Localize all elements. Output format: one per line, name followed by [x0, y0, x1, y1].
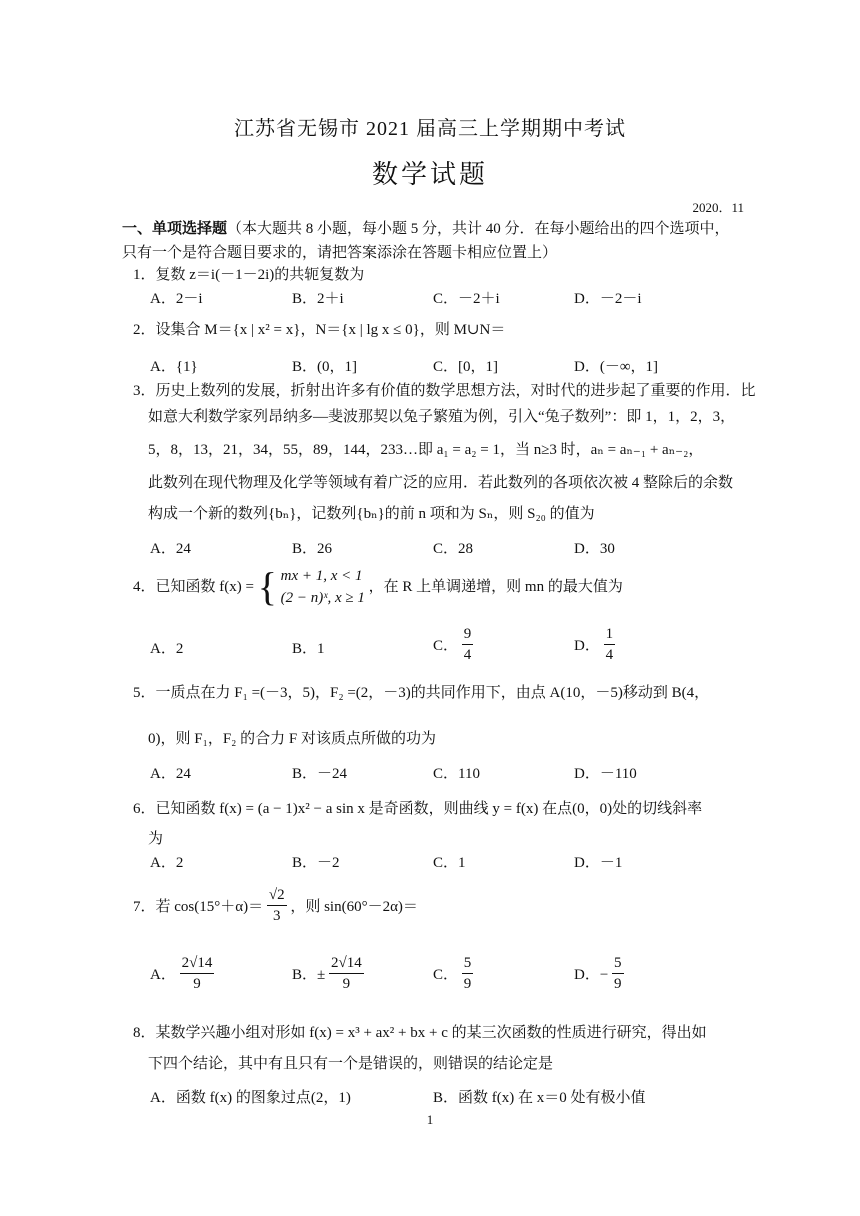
question-4-option-d-label: D． — [574, 638, 600, 654]
question-4-option-d-fraction — [604, 624, 616, 665]
question-5-line-1: 5．一质点在力 F₁ =(－3，5)，F₂ =(2，－3)的共同作用下，由点 A(10，－5)移动到 B(4， — [133, 685, 710, 701]
section-title: 一、单项选择题 — [122, 221, 228, 237]
question-7-stem-post: ，则 sin(60°－2α)＝ — [290, 899, 418, 915]
question-3-option-a: A．24 — [150, 541, 191, 557]
question-1-stem: 1．复数 z＝i(－1－2i)的共轭复数为 — [133, 267, 365, 283]
question-2-option-c: C．[0，1] — [433, 359, 498, 375]
fraction-numerator: 2√14 — [329, 953, 364, 974]
exam-subtitle: 数学试题 — [371, 160, 488, 189]
question-6-option-a: A．2 — [150, 855, 184, 871]
question-8-line-1: 8．某数学兴趣小组对形如 f(x) = x³ + ax² + bx + c 的某三次函数的性质进行研究，得出如 — [133, 1025, 707, 1041]
question-7-fraction — [267, 885, 287, 926]
fraction-numerator: 2√14 — [180, 953, 215, 974]
option-fraction — [329, 953, 364, 994]
fraction-numerator: 9 — [462, 624, 474, 645]
fraction-numerator: 5 — [462, 953, 474, 974]
exam-date: 2020．11 — [692, 200, 744, 215]
question-7-option-a — [150, 953, 214, 994]
question-4-option-d — [574, 624, 615, 665]
question-5-option-b: B．－24 — [292, 766, 348, 782]
question-6-line-2: 为 — [148, 831, 164, 847]
question-4-option-b: B．1 — [292, 641, 325, 657]
question-4-stem-post: ，在 R 上单调递增，则 mn 的最大值为 — [368, 579, 623, 595]
question-8-option-a: A．函数 f(x) 的图象过点(2，1) — [150, 1090, 351, 1106]
question-1-option-c: C．－2＋i — [433, 291, 500, 307]
question-3-line-1: 3．历史上数列的发展，折射出许多有价值的数学思想方法，对时代的进步起了重要的作用．比 — [133, 383, 756, 399]
question-3-option-c: C．28 — [433, 541, 474, 557]
question-4-option-a: A．2 — [150, 641, 184, 657]
fraction-denominator: 9 — [463, 976, 472, 992]
question-8-option-b: B．函数 f(x) 在 x＝0 处有极小值 — [433, 1090, 646, 1106]
question-5-line-2: 0)，则 F₁，F₂ 的合力 F 对该质点所做的功为 — [148, 731, 436, 747]
question-2-option-a: A．{1} — [150, 359, 198, 375]
exam-title: 江苏省无锡市 2021 届高三上学期期中考试 — [234, 118, 626, 140]
fraction-denominator: 9 — [614, 976, 622, 992]
piecewise-case-1: mx + 1, x < 1 — [280, 568, 363, 584]
fraction-numerator: 5 — [612, 953, 624, 974]
piecewise-cases — [281, 565, 365, 609]
question-6-line-1: 6．已知函数 f(x) = (a − 1)x² − a sin x 是奇函数，则曲线 y = f(x) 在点(0，0)处的切线斜率 — [133, 801, 703, 817]
option-label: C． — [433, 967, 459, 983]
question-7-option-b — [292, 953, 364, 994]
fraction-numerator: √2 — [267, 885, 287, 906]
fraction-numerator: 1 — [604, 624, 616, 645]
option-fraction — [612, 953, 624, 994]
question-6-option-d: D．－1 — [574, 855, 623, 871]
question-7-option-c — [433, 953, 473, 994]
option-fraction — [180, 953, 215, 994]
section-note: （本大题共 8 小题，每小题 5 分，共计 40 分．在每小题给出的四个选项中，只有一个是符合题目要求的，请把答案添涂在答题卡相应位置上） — [122, 221, 730, 261]
question-4-option-c — [433, 624, 473, 665]
question-5-option-c: C．110 — [433, 766, 480, 782]
question-4-option-c-label: C． — [433, 638, 459, 654]
piecewise-case-2: (2 − n)ˣ, x ≥ 1 — [280, 590, 365, 606]
section-heading — [122, 217, 740, 265]
fraction-denominator: 9 — [193, 976, 201, 992]
question-3-option-d: D．30 — [574, 541, 615, 557]
question-1-option-a: A．2－i — [150, 291, 203, 307]
page-number: 1 — [426, 1112, 434, 1127]
question-6-option-b: B．－2 — [292, 855, 340, 871]
question-5-option-d: D．－110 — [574, 766, 637, 782]
question-8-line-2: 下四个结论，其中有且只有一个是错误的，则错误的结论定是 — [148, 1056, 554, 1072]
option-fraction — [462, 953, 474, 994]
option-label: B．± — [292, 967, 326, 983]
question-2-option-b: B．(0，1] — [292, 359, 357, 375]
question-3-line-2: 如意大利数学家列昂纳多—斐波那契以兔子繁殖为例，引入“兔子数列”：即 1，1，2，3， — [148, 409, 736, 425]
brace-icon: { — [257, 564, 277, 609]
question-3-line-3: 5，8，13，21，34，55，89，144，233…即 a₁ = a₂ = 1，当 n≥3 时，aₙ = aₙ₋₁ + aₙ₋₂， — [148, 442, 704, 458]
option-label: D．− — [574, 967, 609, 983]
question-2-stem: 2．设集合 M＝{x | x² = x}，N＝{x | lg x ≤ 0}，则 M∪N＝ — [133, 322, 506, 338]
question-3-option-b: B．26 — [292, 541, 333, 557]
question-6-option-c: C．1 — [433, 855, 466, 871]
question-1-option-d: D．－2－i — [574, 291, 642, 307]
question-7-stem — [133, 885, 418, 926]
question-4-stem — [133, 565, 623, 609]
fraction-denominator: 4 — [463, 647, 472, 663]
question-1-option-b: B．2＋i — [292, 291, 344, 307]
option-label: A． — [150, 967, 176, 983]
fraction-denominator: 9 — [342, 976, 351, 992]
fraction-denominator: 3 — [272, 908, 281, 924]
fraction-denominator: 4 — [605, 647, 614, 663]
question-2-option-d: D．(－∞，1] — [574, 359, 659, 375]
question-7-stem-pre: 7．若 cos(15°＋α)＝ — [133, 899, 264, 915]
question-5-option-a: A．24 — [150, 766, 191, 782]
question-3-line-4: 此数列在现代物理及化学等领域有着广泛的应用．若此数列的各项依次被 4 整除后的余数 — [148, 475, 734, 491]
question-3-line-5: 构成一个新的数列{bₙ}，记数列{bₙ}的前 n 项和为 Sₙ，则 S₂₀ 的值为 — [148, 506, 595, 522]
question-4-option-c-fraction — [462, 624, 474, 665]
question-7-option-d — [574, 953, 624, 994]
piecewise-function — [258, 565, 365, 609]
question-4-stem-pre: 4．已知函数 f(x) = — [133, 579, 254, 595]
